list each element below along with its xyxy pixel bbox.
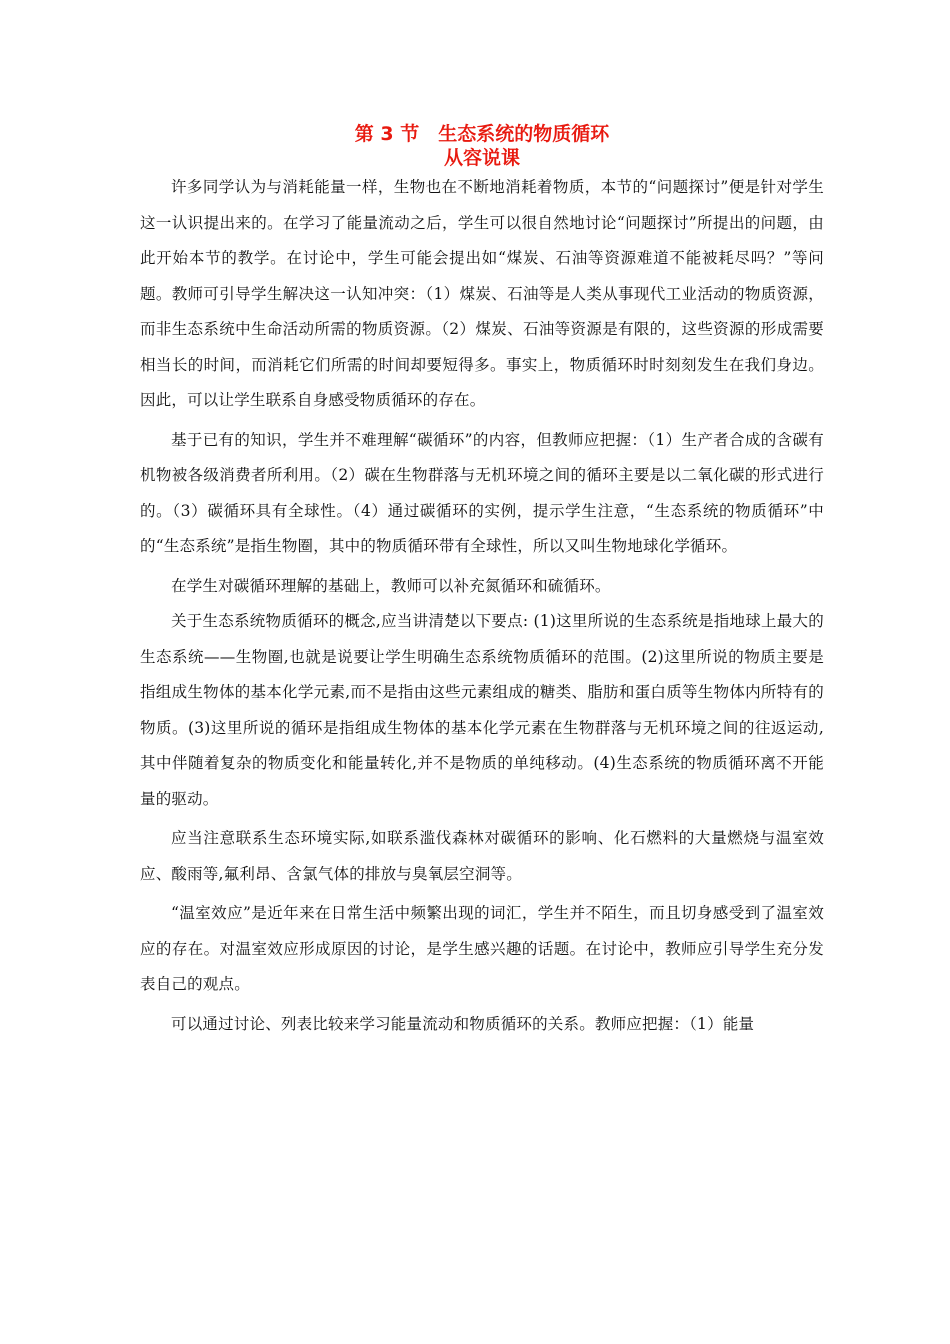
paragraph-2: 基于已有的知识，学生并不难理解“碳循环”的内容，但教师应把握：（1）生产者合成的含碳有机物被各级消费者所利用。（2）碳在生物群落与无机环境之间的循环主要是以二氧化碳的形式进行的。（3）碳循环具有全球性。（4）通过碳循环的实例，提示学生注意，“生态系统的物质循环”中的“生态系统”是指生物圈，其中的物质循环带有全球性，所以又叫生物地球化学循环。 bbox=[140, 430, 824, 555]
paragraph-4: 关于生态系统物质循环的概念,应当讲清楚以下要点: (1)这里所说的生态系统是指地球上最大的生态系统——生物圈,也就是说要让学生明确生态系统物质循环的范围。(2)这里所说的物质主要是指组成生物体的基本化学元素,而不是指由这些元素组成的糖类、脂肪和蛋白质等生物体内所特有的物质。(3)这里所说的循环是指组成生物体的基本化学元素在生物群落与无机环境之间的往返运动,其中伴随着复杂的物质变化和能量转化,并不是物质的单纯移动。(4)生态系统的物质循环离不开能量的驱动。 bbox=[140, 612, 824, 808]
paragraph-5: 应当注意联系生态环境实际,如联系滥伐森林对碳循环的影响、化石燃料的大量燃烧与温室效应、酸雨等,氟利昂、含氯气体的排放与臭氧层空洞等。 bbox=[140, 829, 824, 883]
paragraph-7: 可以通过讨论、列表比较来学习能量流动和物质循环的关系。教师应把握：（1）能量 bbox=[171, 1014, 755, 1033]
paragraph-6: “温室效应”是近年来在日常生活中频繁出现的词汇，学生并不陌生，而且切身感受到了温室效应的存在。对温室效应形成原因的讨论，是学生感兴趣的话题。在讨论中，教师应引导学生充分发表自己的观点。 bbox=[140, 904, 824, 993]
document-page bbox=[140, 122, 824, 1042]
page-title: 第 3 节 生态系统的物质循环 bbox=[354, 123, 610, 145]
body-text bbox=[140, 170, 824, 1042]
paragraph-1: 许多同学认为与消耗能量一样，生物也在不断地消耗着物质，本节的“问题探讨”便是针对学生这一认识提出来的。在学习了能量流动之后，学生可以很自然地讨论“问题探讨”所提出的问题，由此开始本节的教学。在讨论中，学生可能会提出如“煤炭、石油等资源难道不能被耗尽吗？”等问题。教师可引导学生解决这一认知冲突：（1）煤炭、石油等是人类从事现代工业活动的物质资源，而非生态系统中生命活动所需的物质资源。（2）煤炭、石油等资源是有限的，这些资源的形成需要相当长的时间，而消耗它们所需的时间却要短得多。事实上，物质循环时时刻刻发生在我们身边。因此，可以让学生联系自身感受物质循环的存在。 bbox=[140, 178, 824, 409]
title-block bbox=[140, 122, 824, 170]
paragraph-3: 在学生对碳循环理解的基础上，教师可以补充氮循环和硫循环。 bbox=[171, 576, 611, 595]
page-subtitle: 从容说课 bbox=[443, 147, 520, 169]
